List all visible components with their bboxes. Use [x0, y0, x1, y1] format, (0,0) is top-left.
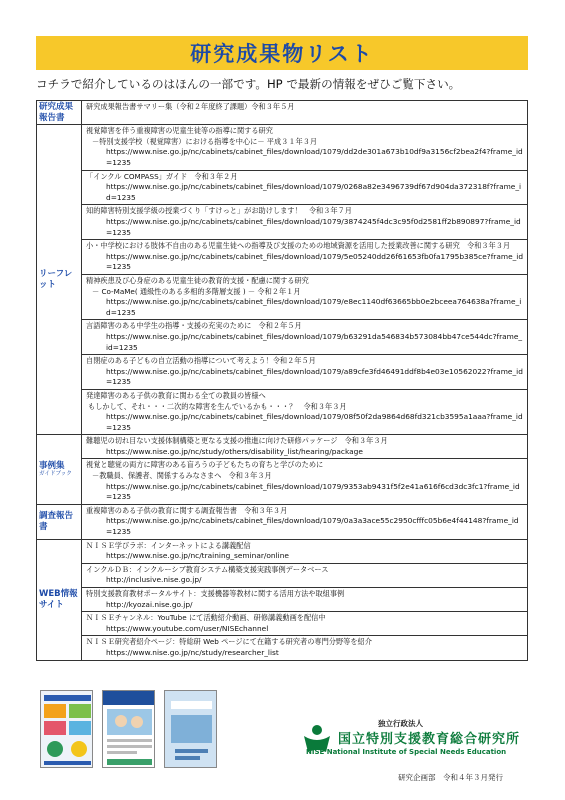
item-title: 小・中学校における肢体不自由のある児童生徒への指導及び支援のための地域資源を活用した授業改善に関する研究 令和３年３月	[86, 241, 511, 251]
item-title: 視覚障害を伴う重複障害の児童生徒等の指導に関する研究	[86, 126, 273, 136]
list-item	[82, 101, 528, 125]
table-row	[37, 539, 528, 563]
table-row	[37, 435, 528, 459]
item-title: 精神疾患及び心身症のある児童生徒の教育的支援・配慮に関する研究	[86, 275, 309, 285]
list-item	[82, 355, 528, 390]
item-url-link[interactable]: https://www.nise.go.jp/nc/cabinets/cabinet_files/download/1079/e8ec1140df63665bb0e2bceea764638a?frame_id=1235	[106, 297, 522, 317]
list-item	[82, 274, 528, 319]
table-row	[37, 389, 528, 434]
table-row	[37, 320, 528, 355]
title-band	[36, 36, 528, 70]
list-item	[82, 612, 528, 636]
publication-thumbnails	[40, 690, 240, 775]
item-title: 視覚と聴覚の両方に障害のある盲ろうの子どもたちの育ちと学びのために	[86, 460, 324, 470]
table-row	[37, 125, 528, 170]
item-title: 重複障害のある子供の教育に関する調査報告書 令和３年３月	[86, 505, 288, 515]
org-name: 国立特別支援教育総合研究所	[338, 732, 521, 747]
category-survey: 調査報告書	[37, 504, 82, 539]
category-guidebook-label: 事例集	[39, 460, 65, 471]
item-url-link[interactable]: http://inclusive.nise.go.jp/	[106, 575, 202, 585]
item-url-link[interactable]: http://kyozai.nise.go.jp/	[106, 599, 193, 609]
table-row	[37, 205, 528, 240]
list-item	[82, 459, 528, 504]
org-type: 独立行政法人	[378, 719, 423, 728]
item-url-link[interactable]: https://www.nise.go.jp/nc/cabinets/cabinet_files/download/1079/0a3a3ace55c2950cfffc05b6e4f44148?frame_id=1235	[106, 516, 519, 537]
category-guidebook	[37, 435, 82, 505]
item-url-link[interactable]: https://www.nise.go.jp/nc/study/researcher_list	[106, 647, 279, 657]
table-row	[37, 101, 528, 125]
category-guidebook-sublabel: ガイドブック	[39, 471, 72, 478]
item-subtitle: －特別支援学校（視覚障害）における指導を中心に－ 平成３１年３月	[92, 136, 318, 146]
category-report: 研究成果報告書	[37, 101, 82, 125]
item-url-link[interactable]: https://www.nise.go.jp/nc/cabinets/cabinet_files/download/1079/0268a82e3496739df67d904da372318f?frame_id=1235	[106, 182, 522, 202]
item-url-link[interactable]: https://www.nise.go.jp/nc/cabinets/cabinet_files/download/1079/08f50f2da9864d68fd321cb3595a1aaa?frame_id=1235	[106, 412, 523, 432]
item-title: 難聴児の切れ目ない支援体制構築と更なる支援の推進に向けた研修パッケージ 令和３年３月	[86, 436, 388, 446]
nise-logo	[300, 718, 530, 768]
table-row	[37, 612, 528, 636]
table-row	[37, 636, 528, 660]
thumbnail-guidebook-cover	[164, 690, 217, 768]
results-table	[36, 100, 528, 661]
org-name-en: NISE National Institute of Special Needs Education	[306, 748, 507, 756]
table-row	[37, 563, 528, 587]
item-url-link[interactable]: https://www.nise.go.jp/nc/training_seminar/online	[106, 551, 289, 561]
item-title: ＮＩＳＥチャンネル：YouTube にて活動紹介動画、研修講義動画を配信中	[86, 613, 326, 623]
item-title: 知的障害特別支援学級の授業づくり「すけっと」がお助けします！ 令和３年７月	[86, 206, 352, 216]
thumbnail-report-cover	[40, 690, 93, 768]
page-title: 研究成果物リスト	[190, 42, 374, 66]
list-item	[82, 320, 528, 355]
item-url-link[interactable]: https://www.nise.go.jp/nc/cabinets/cabinet_files/download/1079/5e05240dd26f61653fb0fa1795b385ce?frame_id=1235	[106, 251, 524, 272]
category-web: WEB情報サイト	[37, 539, 82, 660]
table-row	[37, 170, 528, 205]
table-row	[37, 459, 528, 504]
list-item	[82, 504, 528, 539]
item-url-link[interactable]: https://www.nise.go.jp/nc/cabinets/cabinet_files/download/1079/dd2de301a673b10df9a3156cf2bea2f4?frame_id=1235	[106, 147, 523, 168]
item-url-link[interactable]: https://www.nise.go.jp/nc/cabinets/cabinet_files/download/1079/9353ab9431f5f2e41a616f6cd3dc3fc1?frame_id=1235	[106, 481, 520, 502]
item-title: 「インクル COMPASS」ガイド 令和３年２月	[86, 171, 238, 181]
page-subtitle: コチラで紹介しているのはほんの一部です。HP で最新の情報をぜひご覧下さい。	[36, 77, 461, 91]
list-item	[82, 205, 528, 240]
list-item	[82, 125, 528, 170]
list-item	[82, 563, 528, 587]
table-row	[37, 274, 528, 319]
item-url-link[interactable]: https://www.youtube.com/user/NISEchannel	[106, 623, 269, 633]
table-row	[37, 588, 528, 612]
item-title: 自閉症のある子どもの自立活動の指導について考えよう！令和２年５月	[86, 356, 316, 366]
item-subtitle: －教職員、保護者、関係するみなさまへ 令和３年３月	[92, 471, 272, 481]
table-row	[37, 240, 528, 275]
item-title: ＮＩＳＥ研究者紹介ページ：特総研 Web ページにて在籍する研究者の専門分野等を紹介	[86, 637, 372, 647]
category-leaflet: リーフレット	[37, 125, 82, 435]
thumbnail-leaflet-cover	[102, 690, 155, 768]
item-title: ＮＩＳＥ学びラボ：インターネットによる講義配信	[86, 540, 251, 550]
item-subtitle: － Co-MaMe( 通級性のある多相的多階層支援 ) － 令和２年１月	[92, 286, 301, 296]
item-title: 研究成果報告書サマリー集（令和２年度終了課題）令和３年５月	[86, 102, 295, 111]
item-title: 言語障害のある中学生の指導・支援の充実のために 令和２年５月	[86, 321, 302, 331]
list-item	[82, 588, 528, 612]
item-url-link[interactable]: https://www.nise.go.jp/nc/cabinets/cabinet_files/download/1079/3874245f4dc3c95f0d2581ff2b890897?frame_id=1235	[106, 217, 521, 237]
list-item	[82, 389, 528, 434]
item-url-link[interactable]: https://www.nise.go.jp/nc/study/others/disability_list/hearing/package	[106, 446, 363, 456]
list-item	[82, 636, 528, 660]
item-title: 特別支援教育教材ポータルサイト：支援機器等教材に関する活用方法や取組事例	[86, 589, 345, 598]
item-title: インクルＤＢ：インクルーシブ教育システム構築支援実践事例データベース	[86, 564, 329, 574]
list-item	[82, 435, 528, 459]
list-item	[82, 539, 528, 563]
item-url-link[interactable]: https://www.nise.go.jp/nc/cabinets/cabinet_files/download/1079/b63291da546834b573084bb47ce544dc?frame_id=1235	[106, 331, 523, 352]
table-row	[37, 355, 528, 390]
issued-note: 研究企画部 令和４年３月発行	[398, 773, 503, 782]
list-item	[82, 170, 528, 205]
list-item	[82, 240, 528, 275]
item-url-link[interactable]: https://www.nise.go.jp/nc/cabinets/cabinet_files/download/1079/a89cfe3fd46491ddf8b4e03e10562022?frame_id=1235	[106, 366, 523, 387]
item-title: 発達障害のある子供の教育に関わる全ての教員の皆様へ	[86, 390, 266, 400]
item-subtitle: もしかして、それ・・・二次的な障害を生んでいるかも・・・？ 令和３年３月	[88, 401, 347, 411]
table-row	[37, 504, 528, 539]
